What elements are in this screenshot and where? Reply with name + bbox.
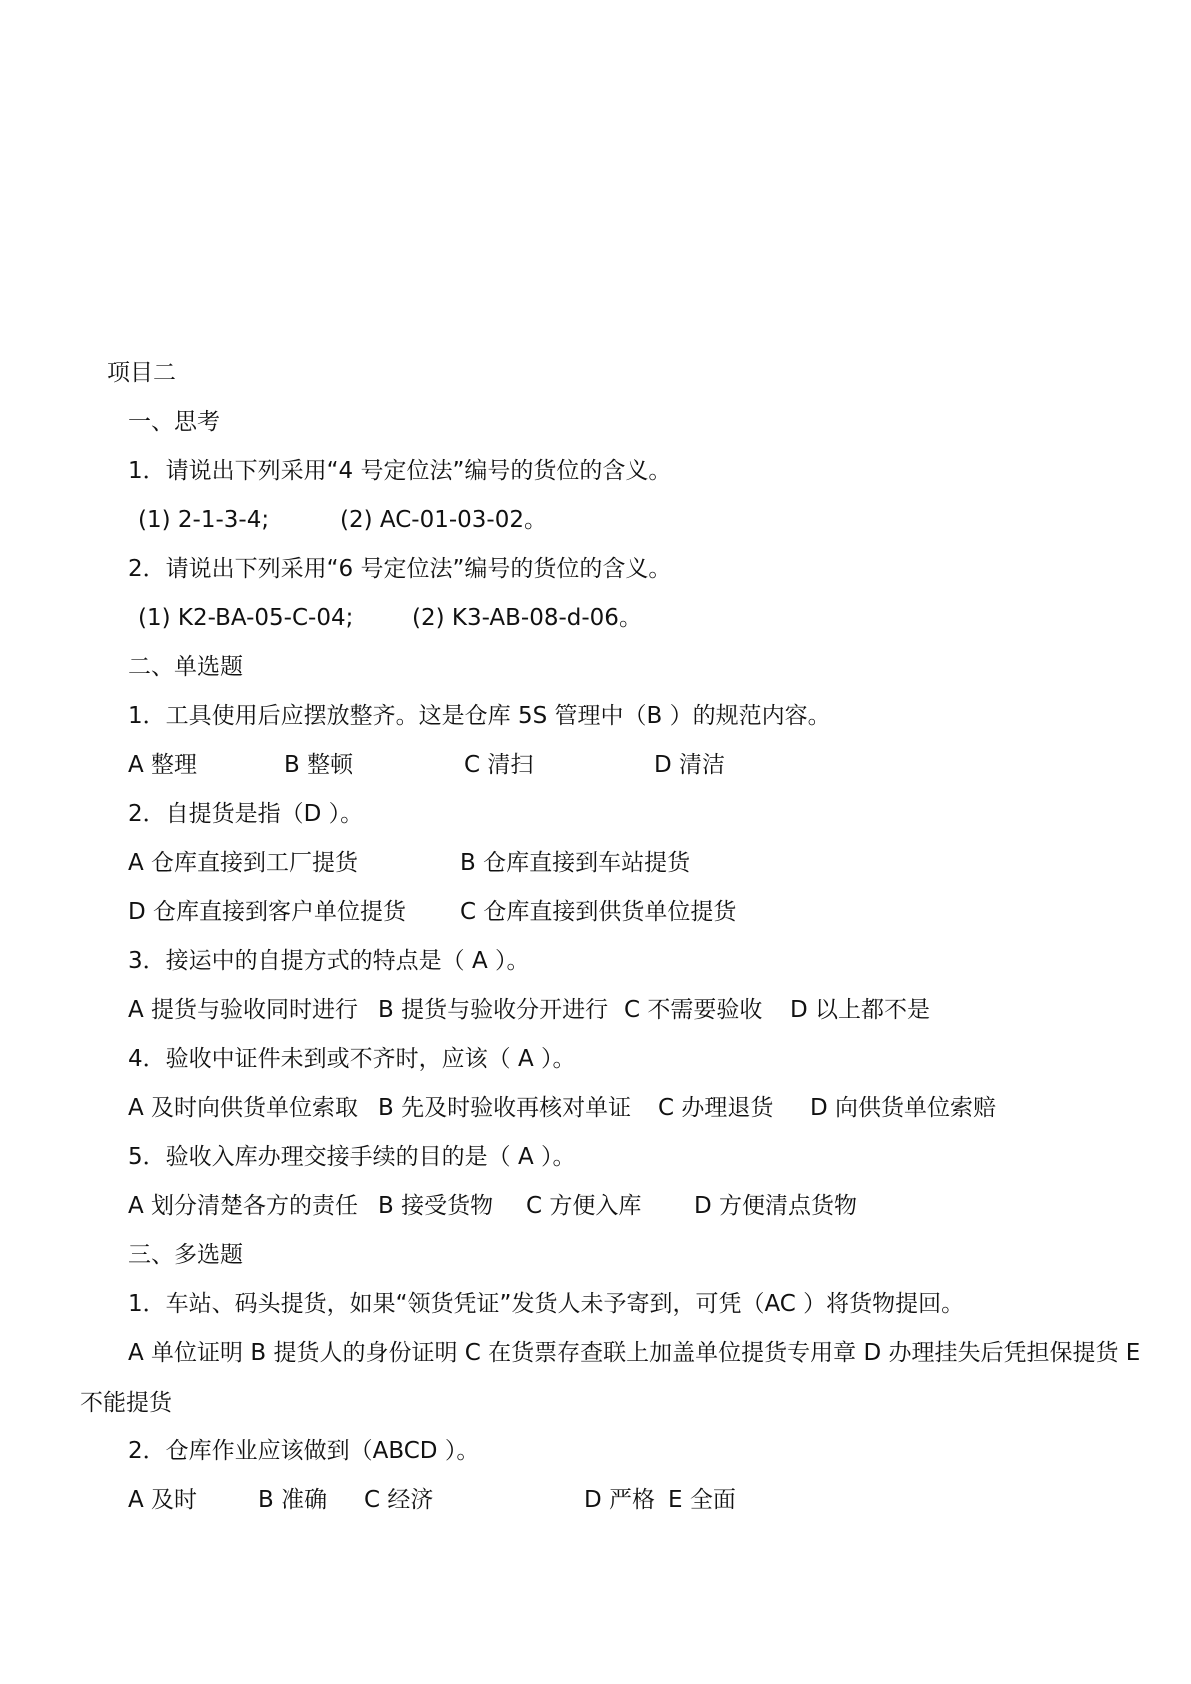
option-item: A 整理 bbox=[128, 752, 198, 778]
option-item: A 及时向供货单位索取 bbox=[128, 1095, 359, 1121]
question-text: 5．验收入库办理交接手续的目的是（ A ）。 bbox=[128, 1144, 576, 1170]
question-text: 1．车站、码头提货，如果“领货凭证”发货人未予寄到，可凭（AC ）将货物提回。 bbox=[128, 1291, 965, 1317]
answer-item: (2) AC-01-03-02。 bbox=[340, 507, 547, 533]
option-item: D 仓库直接到客户单位提货 bbox=[128, 899, 407, 925]
question-text: 2．自提货是指（D ）。 bbox=[128, 801, 364, 827]
option-item: B 准确 bbox=[258, 1487, 328, 1513]
option-item: B 先及时验收再核对单证 bbox=[378, 1095, 632, 1121]
section-heading-single-choice: 二、单选题 bbox=[128, 654, 243, 680]
option-item: B 接受货物 bbox=[378, 1193, 494, 1219]
answer-item: (1) 2-1-3-4; bbox=[138, 507, 270, 533]
option-item: A 及时 bbox=[128, 1487, 198, 1513]
question-text: 2．仓库作业应该做到（ABCD ）。 bbox=[128, 1438, 480, 1464]
option-item: C 仓库直接到供货单位提货 bbox=[460, 899, 737, 925]
question-text: 4．验收中证件未到或不齐时，应该（ A ）。 bbox=[128, 1046, 576, 1072]
option-item: A 提货与验收同时进行 bbox=[128, 997, 359, 1023]
option-item: B 仓库直接到车站提货 bbox=[460, 850, 691, 876]
option-item: E 全面 bbox=[668, 1487, 736, 1513]
option-item: D 严格 bbox=[584, 1487, 656, 1513]
section-heading-multiple-choice: 三、多选题 bbox=[128, 1242, 243, 1268]
option-item: A 仓库直接到工厂提货 bbox=[128, 850, 359, 876]
option-item: D 以上都不是 bbox=[790, 997, 931, 1023]
page-title: 项目二 bbox=[107, 360, 176, 386]
option-item: C 办理退货 bbox=[658, 1095, 774, 1121]
option-item: A 划分清楚各方的责任 bbox=[128, 1193, 359, 1219]
question-text: 1．工具使用后应摆放整齐。这是仓库 5S 管理中（B ）的规范内容。 bbox=[128, 703, 831, 729]
option-item: D 向供货单位索赔 bbox=[810, 1095, 997, 1121]
answer-item: (1) K2-BA-05-C-04; bbox=[138, 605, 354, 631]
question-text: 3．接运中的自提方式的特点是（ A ）。 bbox=[128, 948, 530, 974]
option-item: D 方便清点货物 bbox=[694, 1193, 858, 1219]
option-item: C 经济 bbox=[364, 1487, 434, 1513]
question-text: 2．请说出下列采用“6 号定位法”编号的货位的含义。 bbox=[128, 556, 672, 582]
option-item: B 整顿 bbox=[284, 752, 354, 778]
option-item: D 清洁 bbox=[654, 752, 726, 778]
option-item: B 提货与验收分开进行 bbox=[378, 997, 609, 1023]
option-item: C 清扫 bbox=[464, 752, 534, 778]
question-text: 1．请说出下列采用“4 号定位法”编号的货位的含义。 bbox=[128, 458, 672, 484]
section-heading-thinking: 一、思考 bbox=[128, 409, 220, 435]
option-paragraph: A 单位证明 B 提货人的身份证明 C 在货票存查联上加盖单位提货专用章 D 办理挂失后凭担保提货 E 不能提货 bbox=[80, 1340, 1141, 1416]
option-item: C 方便入库 bbox=[526, 1193, 642, 1219]
answer-item: (2) K3-AB-08-d-06。 bbox=[412, 605, 642, 631]
option-item: C 不需要验收 bbox=[624, 997, 763, 1023]
